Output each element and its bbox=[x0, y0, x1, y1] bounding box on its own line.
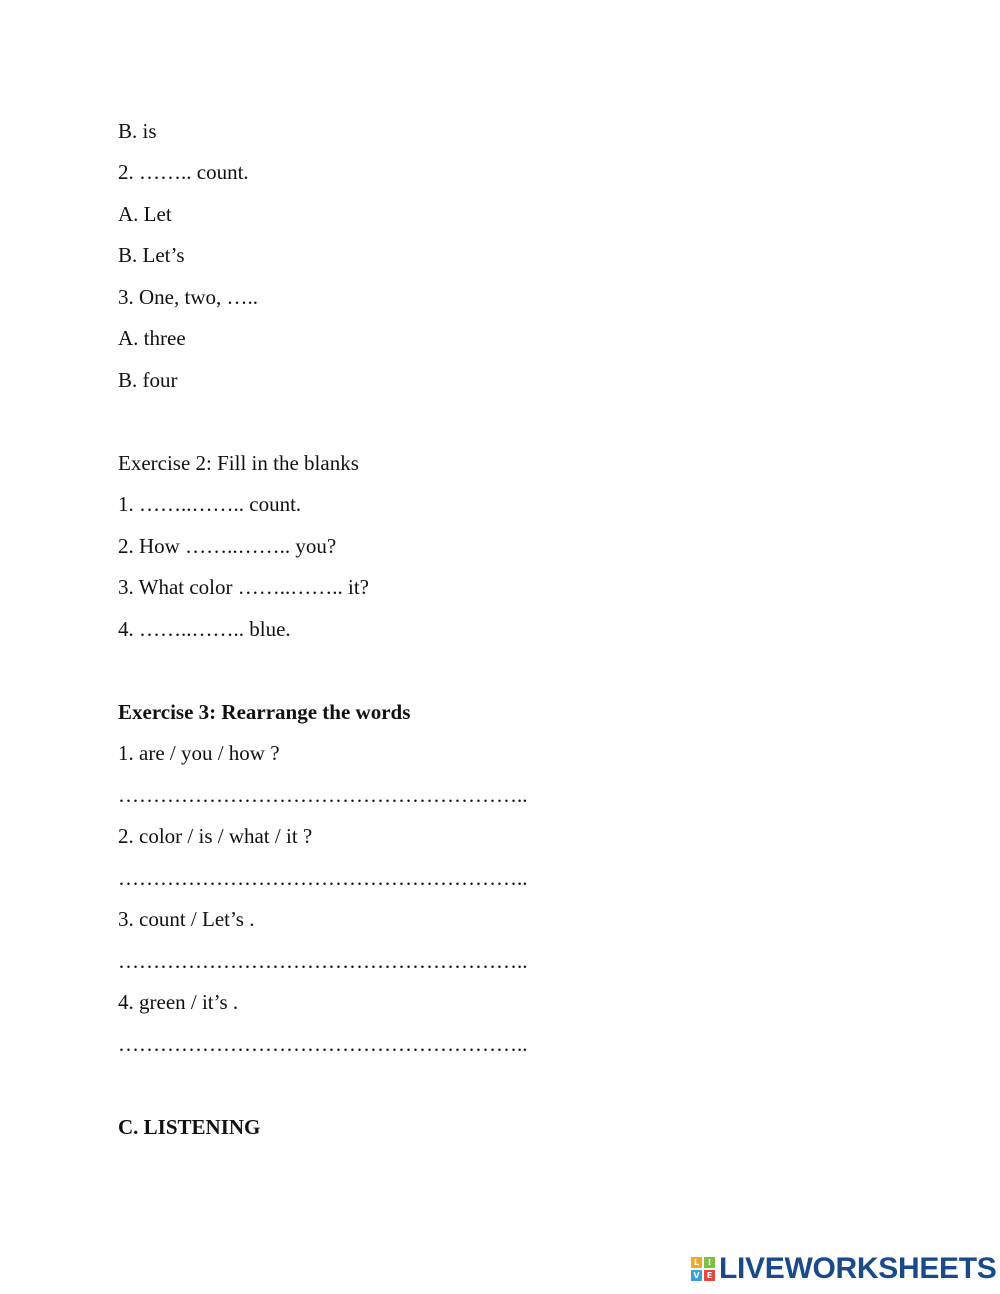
answer-line: ………………………………………………….. bbox=[118, 1032, 528, 1056]
exercise-3-heading: Exercise 3: Rearrange the words bbox=[118, 700, 411, 724]
rearrange-prompt: 1. are / you / how ? bbox=[118, 741, 280, 765]
logo-mark-icon bbox=[691, 1257, 715, 1281]
question-line: 3. One, two, ….. bbox=[118, 285, 258, 309]
option-line: B. Let’s bbox=[118, 243, 185, 267]
option-line: B. is bbox=[118, 119, 157, 143]
fill-blank-item: 2. How ……..…….. you? bbox=[118, 534, 337, 558]
option-line: B. four bbox=[118, 368, 178, 392]
rearrange-prompt: 3. count / Let’s . bbox=[118, 907, 255, 931]
logo-tile-v: V bbox=[691, 1270, 702, 1281]
fill-blank-item: 4. ……..…….. blue. bbox=[118, 617, 291, 641]
logo-tile-e: E bbox=[704, 1270, 715, 1281]
liveworksheets-logo bbox=[691, 1252, 997, 1286]
logo-wordmark: LIVEWORKSHEETS bbox=[719, 1252, 997, 1285]
option-line: A. three bbox=[118, 326, 186, 350]
fill-blank-item: 3. What color ……..…….. it? bbox=[118, 575, 369, 599]
answer-line: ………………………………………………….. bbox=[118, 866, 528, 890]
question-line: 2. …….. count. bbox=[118, 160, 249, 184]
logo-tile-l: L bbox=[691, 1257, 702, 1268]
fill-blank-item: 1. ……..…….. count. bbox=[118, 492, 302, 516]
rearrange-prompt: 4. green / it’s . bbox=[118, 990, 239, 1014]
section-c-heading: C. LISTENING bbox=[118, 1115, 261, 1139]
rearrange-prompt: 2. color / is / what / it ? bbox=[118, 824, 313, 848]
logo-tile-i: I bbox=[704, 1257, 715, 1268]
answer-line: ………………………………………………….. bbox=[118, 783, 528, 807]
answer-line: ………………………………………………….. bbox=[118, 949, 528, 973]
option-line: A. Let bbox=[118, 202, 172, 226]
exercise-2-heading: Exercise 2: Fill in the blanks bbox=[118, 451, 359, 475]
